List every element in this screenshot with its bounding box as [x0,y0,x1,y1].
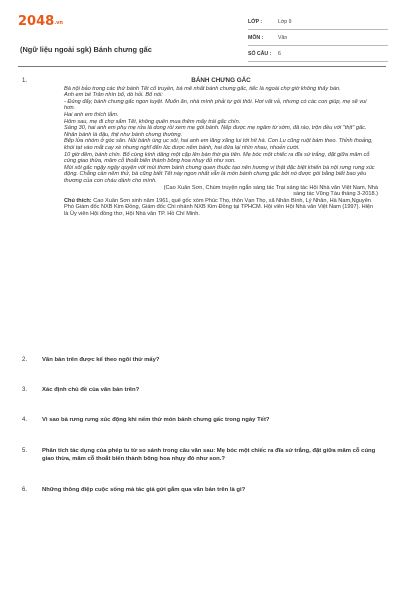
logo-text: 2048 [18,14,55,29]
question-text: Xác định chủ đề của văn bản trên? [42,387,140,393]
note-label: Chú thích: [64,197,92,204]
meta-label: MÔN : [248,34,264,41]
question-number: 3. [22,387,28,393]
worksheet-header [18,14,388,60]
passage-paragraph: Bà nội bảo trong các thứ bánh Tết cổ truyền, bà mê nhất bánh chưng gấc, tiếc là ngoài chợ giờ không thấy bán. [64,85,341,92]
site-logo[interactable] [18,14,63,29]
author-note [64,198,378,218]
passage-citation: sáng tác Vũng Tàu tháng 3-2018.) [293,191,378,198]
worksheet-meta [248,14,388,62]
passage-paragraph: Anh em bé Trân nhìn bố, dò hỏi. Bố nói: [64,92,163,99]
question-number: 4. [22,417,28,423]
passage-paragraph: Bếp lửa nhóm ở góc sân. Nồi bánh ùng ục sôi, hai anh em lăng xăng lui tới hít hà. Con Lu cũng ruột bám theo. Thỉnh thoảng, khói tạt vào mắt cay xè nhưng nghĩ đến lúc được nếm bánh, hai đứa lại nhìn nhau, nhoẻn cười. [64,138,373,151]
meta-class-row [248,14,388,30]
meta-subject-row [248,30,388,46]
question-number: 5. [22,448,28,454]
passage-paragraph: Hai anh em thích lắm. [64,111,119,118]
question-number: 1. [22,78,28,84]
question-number: 6. [22,487,28,493]
meta-value: Văn [278,34,288,41]
meta-count-row [248,46,388,62]
header-divider [18,66,386,67]
note-text: Cao Xuân Sơn sinh năm 1961, quê gốc xóm Phúc Thọ, thôn Vạn Thọ, xã Nhân Bình, Lý Nhân, Hà Nam,Nguyên Phó Giám đốc NXB Kim Đồng, Giám đốc Chi nhánh NXB Kim Đồng tại TPHCM. Hội viên Hội Nhà văn Việt Nam (1997). Hiện là Ủy viên Hội đồng thơ, Hội Nhà văn TP. Hồ Chí Minh. [64,197,374,217]
question-text: Phân tích tác dụng của phép tu từ so sánh trong câu văn sau: Mẹ bóc một chiếc ra đĩa sứ trắng, đặt giữa mâm cỗ cúng giao thừa, mâm cỗ thoắt biến thành bông hoa nhụy đỏ như son.? [42,448,376,462]
question-text: Những thông điệp cuộc sống mà tác giả gửi gắm qua văn bản trên là gì? [42,487,246,493]
passage-paragraph: Mùi xôi gấc ngậy ngậy quyện với mùi thơm bánh chưng quen thuộc tạo nên hương vị thật đặc biệt khiến bà nội rưng rưng xúc động. Chẳng cần nếm thử, bà cũng biết Tết này ngon nhất vẫn là món bánh chưng gấc bởi nó được gói bằng biết bao yêu thương của con cháu dành cho mình. [64,164,375,184]
question-text: Vì sao bà rưng rưng xúc động khi nếm thử món bánh chưng gấc trong ngày Tết? [42,417,270,423]
passage-paragraph: - Đúng đấy, bánh chưng gấc ngon tuyệt. Muốn ăn, nhà mình phải tự gói thôi. Hơi vất vả, nhưng có các con giúp, mẹ sẽ vui hơn. [64,98,367,112]
question-text: Văn bản trên được kể theo ngôi thứ mấy? [42,357,160,363]
meta-value: 6 [278,50,281,57]
meta-label: LỚP : [248,18,263,25]
passage-paragraph: Hôm sau, mẹ đi chợ sắm Tết, không quên mua thêm mấy trái gấc chín. [64,118,241,125]
question-number: 2. [22,357,28,363]
meta-label: SỐ CÂU : [248,50,272,57]
logo-suffix: .vn [54,20,63,26]
passage-citation: (Cao Xuân Sơn, Chùm truyện ngắn sáng tác Trại sáng tác Hội Nhà văn Việt Nam, Nhà [163,184,378,191]
passage-paragraph: Sáng 30, hai anh em phụ mẹ rửa lá dong rồi xem mẹ gói bánh. Nếp được mẹ ngâm từ sớm, đã ráo, trộn đều với "thịt" gấc. Nhân bánh là đậu, thịt như bánh chưng thường. [64,125,367,138]
passage-title: BÁNH CHƯNG GẤC [191,77,251,84]
meta-value: Lớp 9 [278,18,292,25]
worksheet-subject: (Ngữ liệu ngoài sgk) Bánh chưng gấc [20,45,152,54]
passage-paragraph: 10 giờ đêm, bánh chín. Bố cùng kính dâng một cặp lên bàn thờ gia tiên. Mẹ bóc một chiếc ra đĩa sứ trắng, đặt giữa mâm cỗ cúng giao thừa, mâm cỗ thoắt biến thành bông hoa nhụy đỏ như son. [64,151,370,165]
reading-passage [64,78,378,217]
